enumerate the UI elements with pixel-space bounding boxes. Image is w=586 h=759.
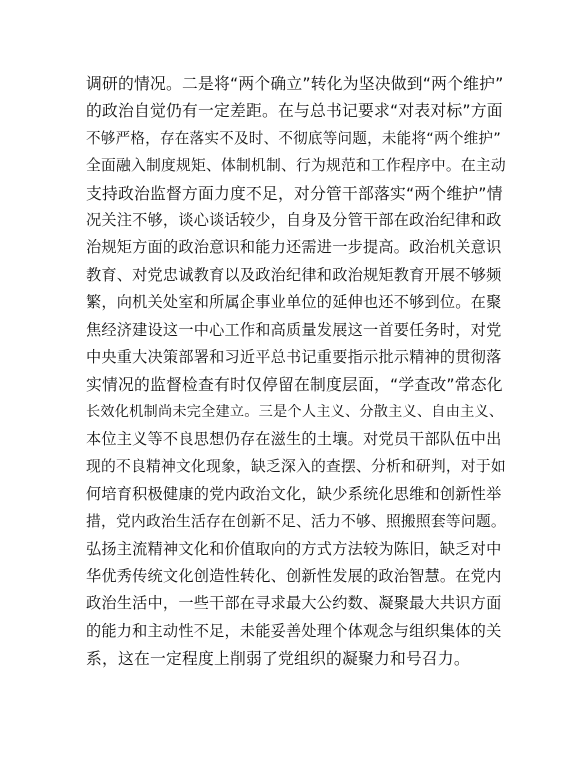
text-line: 调研的情况。二是将“两个确立”转化为坚决做到“两个维护”	[86, 74, 504, 93]
text-line: 繁，向机关处室和所属企事业单位的延伸也还不够到位。在聚	[86, 293, 502, 312]
text-line: 中央重大决策部署和习近平总书记重要指示批示精神的贯彻落	[86, 347, 502, 366]
text-line: 焦经济建设这一中心工作和高质量发展这一首要任务时，对党	[86, 320, 502, 339]
text-line: 全面融入制度规矩、体制机制、行为规范和工作程序中。在主动	[86, 157, 506, 175]
text-line: 支持政治监督方面力度不足，对分管干部落实“两个维护”情	[86, 183, 503, 203]
text-line: 措，党内政治生活存在创新不足、活力不够、照搬照套等问题。	[86, 513, 506, 531]
text-line: 现的不良精神文化现象，缺乏深入的查摆、分析和研判，对于如	[86, 458, 506, 476]
text-line: 况关注不够，谈心谈话较少，自身及分管干部在政治纪律和政	[86, 210, 502, 229]
text-line: 的能力和主动性不足，未能妥善处理个体观念与组织集体的关	[86, 621, 502, 640]
text-line: 政治生活中，一些干部在寻求最大公约数、凝聚最大共识方面	[86, 594, 502, 613]
text-line: 华优秀传统文化创造性转化、创新性发展的政治智慧。在党内	[86, 567, 502, 586]
text-line: 不够严格，存在落实不及时、不彻底等问题，未能将“两个维护”	[86, 129, 501, 147]
text-line: 实情况的监督检查有时仅停留在制度层面，“学查改”常态化	[86, 375, 503, 395]
text-line: 何培育积极健康的党内政治文化，缺少系统化思维和创新性举	[86, 484, 502, 503]
text-line: 弘扬主流精神文化和价值取向的方式方法较为陈旧，缺乏对中	[86, 539, 502, 558]
body-paragraph	[86, 70, 506, 673]
text-line: 教育、对党忠诚教育以及政治纪律和政治规矩教育开展不够频	[86, 265, 502, 284]
text-line: 治规矩方面的政治意识和能力还需进一步提高。政治机关意识	[86, 238, 502, 257]
text-line: 系，这在一定程度上削弱了党组织的凝聚力和号召力。	[86, 649, 470, 669]
text-line: 本位主义等不良思想仍存在滋生的土壤。对党员干部队伍中出	[86, 430, 502, 449]
text-line: 长效化机制尚未完全建立。三是个人主义、分散主义、自由主义、	[86, 403, 504, 420]
text-line: 的政治自觉仍有一定差距。在与总书记要求“对表对标”方面	[86, 101, 503, 121]
